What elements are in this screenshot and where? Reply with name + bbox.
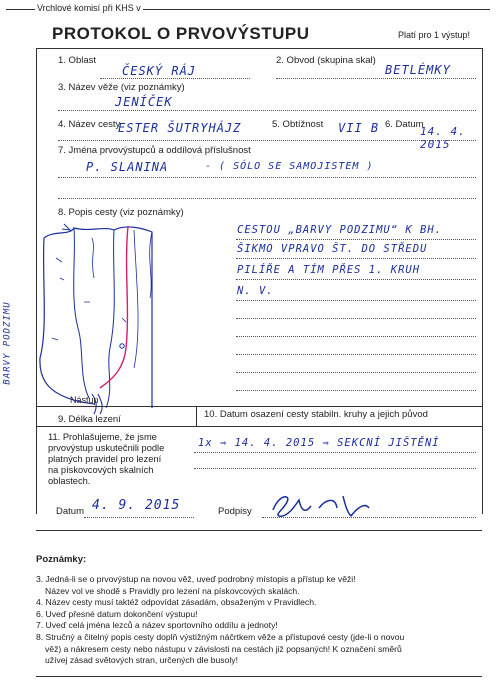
committee-label: Vrchlové komisí při KHS v: [37, 3, 141, 13]
date-value: 14. 4. 2015: [420, 125, 466, 151]
side-note: BARVY PODZIMU: [2, 301, 13, 385]
note-item: věž) a nákresem cesty nebo nástupu v závislosti na cestách již popsaných! K označení směrů: [45, 643, 402, 654]
difficulty-value: VII B: [338, 121, 380, 135]
district-label: 2. Obvod (skupina skal): [276, 55, 376, 66]
climbers-note: - ( SÓLO SE SAMOJISTEM ): [205, 161, 374, 172]
datum-label: Datum: [56, 506, 84, 517]
length-label: 9. Délka lezení: [58, 414, 121, 425]
signature: [265, 488, 375, 520]
note-item: 8. Stručný a čitelný popis cesty doplň výstižným náčrtkem věže a přístupové cesty (jde-li o novou: [36, 631, 405, 642]
bolts-value: 1x ⇒ 14. 4. 2015 ⇒ SEKCNÍ JIŠTĚNÍ: [198, 437, 440, 449]
note-item: 6. Uveď přesné datum dokončení výstupu!: [36, 608, 198, 619]
region-label: 1. Oblast: [58, 55, 97, 66]
climbers-value: P. SLANINA: [86, 160, 169, 174]
tower-value: JENÍČEK: [115, 95, 173, 109]
route-sketch: [34, 218, 204, 418]
description-line: CESTOU „BARVY PODZIMU“ K BH.: [237, 224, 443, 236]
description-line: ŠIKMO VPRAVO ŠT. DO STŘEDU: [237, 243, 428, 255]
podpisy-label: Podpisy: [218, 506, 252, 517]
tower-label: 3. Název věže (viz poznámky): [58, 82, 185, 93]
note-item: 4. Název cesty musí taktéž odpovídat zásadám, obsaženým v Pravidlech.: [36, 597, 317, 608]
region-value: ČESKÝ RÁJ: [122, 64, 197, 78]
page-title: PROTOKOL O PRVOVÝSTUPU: [52, 24, 310, 43]
start-label: Nástup: [70, 395, 99, 405]
district-value: BETLÉMKY: [385, 63, 451, 77]
declaration: 11. Prohlašujeme, že jsme prvovýstup uskutečnili podle platných pravidel pro lezení na pískovcových skalních oblastech.: [48, 432, 165, 486]
route-name-value: ESTER ŠUTRYHÁJZ: [118, 121, 242, 135]
note-item: užívej zásad světových stran, určených dle busoly!: [45, 655, 238, 666]
notes-title: Poznámky:: [36, 554, 87, 565]
difficulty-label: 5. Obtížnost: [272, 119, 324, 130]
datum-value: 4. 9. 2015: [92, 498, 181, 513]
valid-note: Platí pro 1 výstup!: [398, 30, 471, 40]
note-item: 3. Jedná-li se o prvovýstup na novou věž, uveď podrobný místopis a přístup ke věži!: [36, 574, 356, 584]
date-label: 6. Datum: [385, 119, 424, 130]
description-line: PILÍŘE A TÍM PŘES 1. KRUH: [237, 264, 421, 276]
route-name-label: 4. Název cesty: [58, 119, 121, 130]
description-label: 8. Popis cesty (viz poznámky): [58, 207, 184, 218]
climbers-label: 7. Jména prvovýstupců a oddílová příslušnost: [58, 145, 251, 156]
note-item: Název vol ve shodě s Pravidly pro lezení na pískovcových skalách.: [45, 585, 300, 596]
bolts-label: 10. Datum osazení cesty stabiln. kruhy a jejich původ: [204, 409, 428, 420]
description-line: N. V.: [237, 285, 274, 297]
notes-list: [36, 574, 482, 667]
note-item: 7. Uveď celá jména lezců a název sportovního oddílu a jednoty!: [36, 620, 278, 631]
